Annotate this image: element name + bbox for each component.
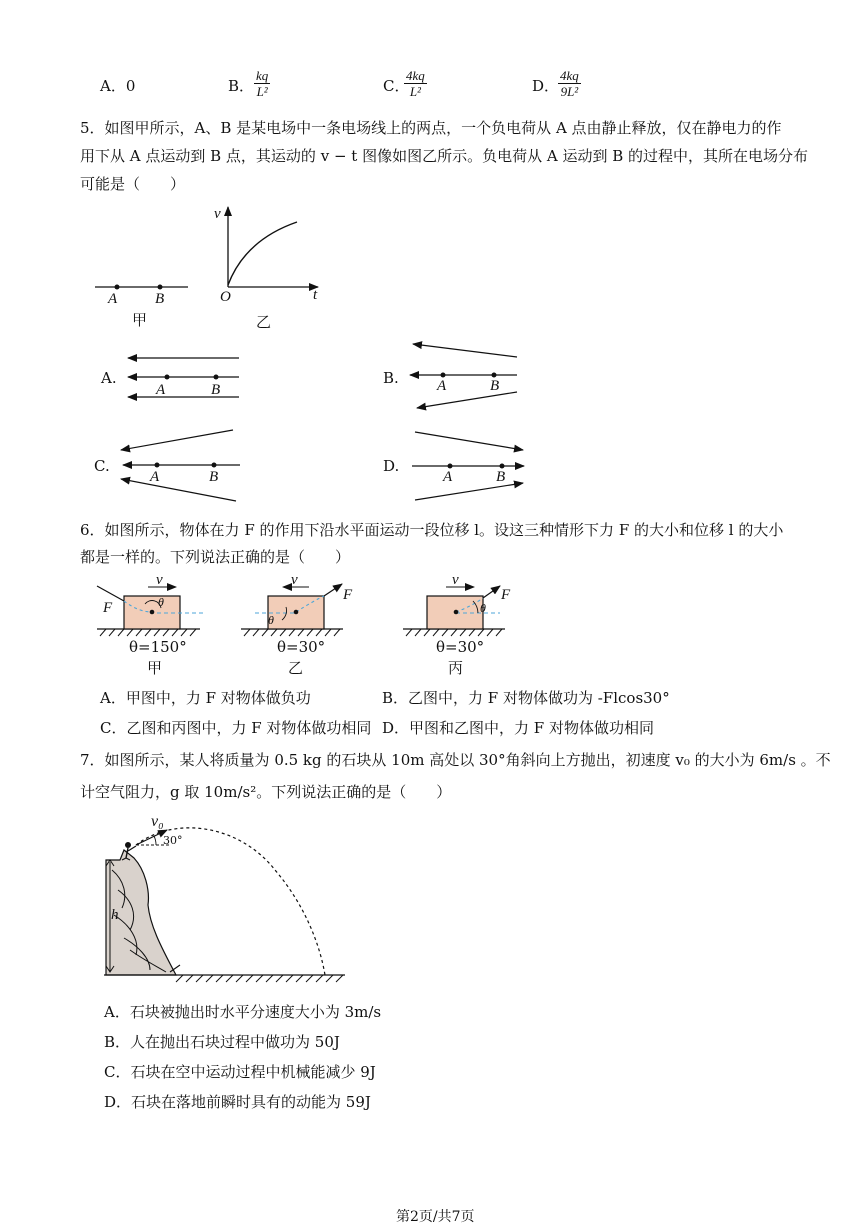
q4-option-d-fraction: $\frac{4kq}{\text{9L²}}$ <box>560 68 579 99</box>
q5-axis-v: v <box>214 206 221 222</box>
q5-option-b-label: B. <box>383 369 399 387</box>
q7-angle-label: 30° <box>163 834 183 847</box>
q5-axis-t: t <box>313 287 318 303</box>
page-footer: 第2页/共7页 <box>396 1209 475 1225</box>
q5-line3: 可能是（ ） <box>80 175 186 193</box>
q6-jia-theta: θ <box>158 595 164 609</box>
q5-option-a-label: A. <box>101 369 117 387</box>
q5-opt-a-point-b: B <box>211 382 221 398</box>
q6-jia-v: v <box>156 572 163 588</box>
q5-jia-point-b: B <box>155 291 165 307</box>
q4-option-c-fraction: $\frac{4kq}{\text{L²}}$ <box>406 68 425 99</box>
q5-option-d-label: D. <box>383 457 400 475</box>
q6-bing-f: F <box>501 587 511 603</box>
q6-line1: 6．如图所示，物体在力 F 的作用下沿水平面运动一段位移 l。设这三种情形下力 F 的大小和位移 l 的大小 <box>80 521 784 539</box>
q7-option-a: A．石块被抛出时水平分速度大小为 3m/s <box>104 1003 382 1021</box>
q5-opt-c-point-a: A <box>150 469 160 485</box>
q7-line2: 计空气阻力，g 取 10m/s²。下列说法正确的是（ ） <box>80 783 452 801</box>
q6-jia-f: F <box>103 600 113 616</box>
q5-opt-b-point-b: B <box>490 378 500 394</box>
q6-yi-v: v <box>291 572 298 588</box>
q4-option-a: A．0 <box>100 77 136 95</box>
q5-opt-a-point-a: A <box>156 382 166 398</box>
q6-fig-bing <box>403 586 505 636</box>
q6-option-d: D．甲图和乙图中，力 F 对物体做功相同 <box>382 719 654 737</box>
q5-fig-yi <box>228 207 318 287</box>
q5-opt-d-point-a: A <box>443 469 453 485</box>
q7-option-b: B．人在抛出石块过程中做功为 50J <box>104 1033 340 1051</box>
q5-origin: O <box>220 289 231 305</box>
q5-opt-c-point-b: B <box>209 469 219 485</box>
q6-bing-angle: θ=30° <box>436 638 485 656</box>
q6-bing-theta: θ <box>480 601 486 615</box>
q4-option-c-letter: C． <box>383 77 410 95</box>
q6-jia-angle: θ=150° <box>129 638 187 656</box>
person-head <box>125 842 131 848</box>
q6-bing-v: v <box>452 572 459 588</box>
q4-option-b-letter: B． <box>228 77 255 95</box>
q6-yi-f: F <box>343 587 353 603</box>
q6-fig-yi <box>241 584 343 636</box>
q6-option-c: C．乙图和丙图中，力 F 对物体做功相同 <box>100 719 372 737</box>
q5-jia-point-a: A <box>108 291 118 307</box>
q5-fig-yi-caption: 乙 <box>256 313 272 331</box>
q5-option-c-label: C. <box>94 457 110 475</box>
q7-h-label: h <box>111 907 119 923</box>
q5-option-d-field <box>412 432 524 500</box>
q5-line1: 5．如图甲所示，A、B 是某电场中一条电场线上的两点，一个负电荷从 A 点由静止释放，仅在静电力的作 <box>80 119 782 137</box>
q7-v0-label: v₀ <box>151 813 164 830</box>
q5-fig-jia-caption: 甲 <box>132 311 148 329</box>
q6-yi-theta: θ <box>268 613 274 627</box>
q6-option-a: A．甲图中，力 F 对物体做负功 <box>100 689 311 707</box>
q5-opt-b-point-a: A <box>437 378 447 394</box>
q7-figure <box>104 828 345 982</box>
q7-option-d: D．石块在落地前瞬时具有的动能为 59J <box>104 1093 371 1111</box>
q6-bing-caption: 丙 <box>448 659 464 677</box>
q6-yi-angle: θ=30° <box>277 638 326 656</box>
q7-option-c: C．石块在空中运动过程中机械能减少 9J <box>104 1063 376 1081</box>
q6-option-b: B．乙图中，力 F 对物体做功为 -Flcos30° <box>382 689 670 707</box>
q5-option-a-field <box>128 358 239 397</box>
q6-line2: 都是一样的。下列说法正确的是（ ） <box>80 548 351 566</box>
q6-fig-jia <box>97 586 203 636</box>
q4-option-d-letter: D． <box>532 77 560 95</box>
q5-line2: 用下从 A 点运动到 B 点，其运动的 v − t 图像如图乙所示。负电荷从 A 运动到 B 的过程中，其所在电场分布 <box>80 147 809 165</box>
q5-opt-d-point-b: B <box>496 469 506 485</box>
q6-yi-caption: 乙 <box>288 659 304 677</box>
q6-jia-caption: 甲 <box>147 659 163 677</box>
q5-option-b-field <box>410 344 517 408</box>
q4-option-b-fraction: $\frac{kq}{\text{L²}}$ <box>256 68 269 99</box>
q7-line1: 7．如图所示，某人将质量为 0.5 kg 的石块从 10m 高处以 30°角斜向上方抛出，初速度 v₀ 的大小为 6m/s 。不 <box>80 751 831 769</box>
vt-curve <box>228 222 297 285</box>
q5-option-c-field <box>121 430 240 501</box>
